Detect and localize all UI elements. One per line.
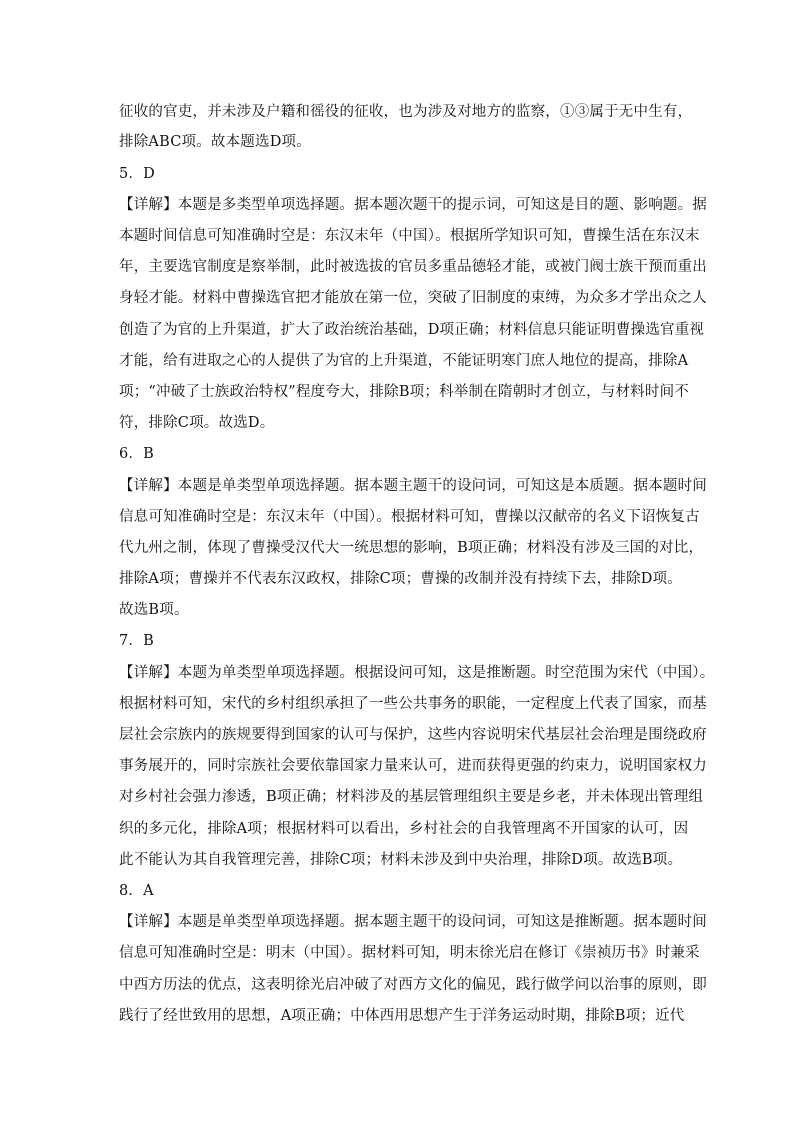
- text-line: 此不能认为其自我管理完善，排除C项；材料未涉及到中央治理，排除D项。故选B项。: [119, 852, 683, 868]
- text-line: 中西方历法的优点，这表明徐光启冲破了对西方文化的偏见，践行做学问以治事的原则，即: [119, 977, 707, 993]
- text-line: 践行了经世致用的思想，A项正确；中体西用思想产生于洋务运动时期，排除B项；近代: [119, 1008, 685, 1024]
- text-line: 对乡村社会强力渗透，B项正确；材料涉及的基层管理组织主要是乡老，并未体现出管理组: [119, 789, 704, 805]
- text-line: 排除ABC项。故本题选D项。: [119, 134, 311, 150]
- text-line: 年，主要选官制度是察举制，此时被选拔的官员多重品德轻才能，或被门阀士族干预而重出: [119, 259, 707, 275]
- text-line: 织的多元化，排除A项；根据材料可以看出，乡村社会的自我管理离不开国家的认可，因: [119, 821, 689, 837]
- text-line: 本题时间信息可知准确时空是：东汉末年（中国）。根据所学知识可知，曹操生活在东汉末: [119, 228, 700, 244]
- answer-heading: 6．B: [119, 446, 154, 462]
- text-line: 身轻才能。材料中曹操选官把才能放在第一位，突破了旧制度的束缚，为众多才学出众之人: [119, 290, 707, 306]
- text-line: 征收的官吏，并未涉及户籍和徭役的征收，也为涉及对地方的监察，①③属于无中生有，: [119, 104, 693, 120]
- answer-heading: 7．B: [119, 633, 154, 649]
- text-line: 才能，给有进取之心的人提供了为官的上升渠道，不能证明寒门庶人地位的提高，排除A: [119, 353, 689, 369]
- text-line: 信息可知准确时空是：明末（中国）。据材料可知，明末徐光启在修订《崇祯历书》时兼采: [119, 945, 700, 961]
- text-line: 【详解】本题是单类型单项选择题。据本题主题干的设问词，可知这是本质题。据本题时间: [119, 478, 707, 494]
- text-line: 【详解】本题是多类型单项选择题。据本题次题干的提示词，可知这是目的题、影响题。据: [119, 197, 707, 213]
- answer-heading: 8．A: [119, 883, 154, 899]
- text-line: 事务展开的，同时宗族社会要依靠国家力量来认可，进而获得更强的约束力，说明国家权力: [119, 758, 707, 774]
- text-line: 【详解】本题是单类型单项选择题。据本题主题干的设问词，可知这是推断题。据本题时间: [119, 914, 707, 930]
- text-line: 代九州之制，体现了曹操受汉代大一统思想的影响，B项正确；材料没有涉及三国的对比，: [119, 540, 704, 556]
- text-line: 故选B项。: [119, 602, 189, 618]
- text-line: 层社会宗族内的族规要得到国家的认可与保护，这些内容说明宋代基层社会治理是围绕政府: [119, 727, 707, 743]
- answer-heading: 5．D: [119, 166, 155, 182]
- text-line: 【详解】本题为单类型单项选择题。根据设问可知，这是推断题。时空范围为宋代（中国）。: [119, 665, 715, 681]
- text-line: 信息可知准确时空是：东汉末年（中国）。根据材料可知，曹操以汉献帝的名义下诏恢复古: [119, 509, 700, 525]
- text-line: 项；“冲破了士族政治特权”程度夸大，排除B项；科举制在隋朝时才创立，与材料时间不: [119, 384, 689, 400]
- text-line: 排除A项；曹操并不代表东汉政权，排除C项；曹操的改制并没有持续下去，排除D项。: [119, 571, 682, 587]
- text-line: 根据材料可知，宋代的乡村组织承担了一些公共事务的职能，一定程度上代表了国家，而基: [119, 696, 707, 712]
- text-line: 创造了为官的上升渠道，扩大了政治统治基础，D项正确；材料信息只能证明曹操选官重视: [119, 322, 705, 338]
- text-line: 符，排除C项。故选D。: [119, 415, 275, 431]
